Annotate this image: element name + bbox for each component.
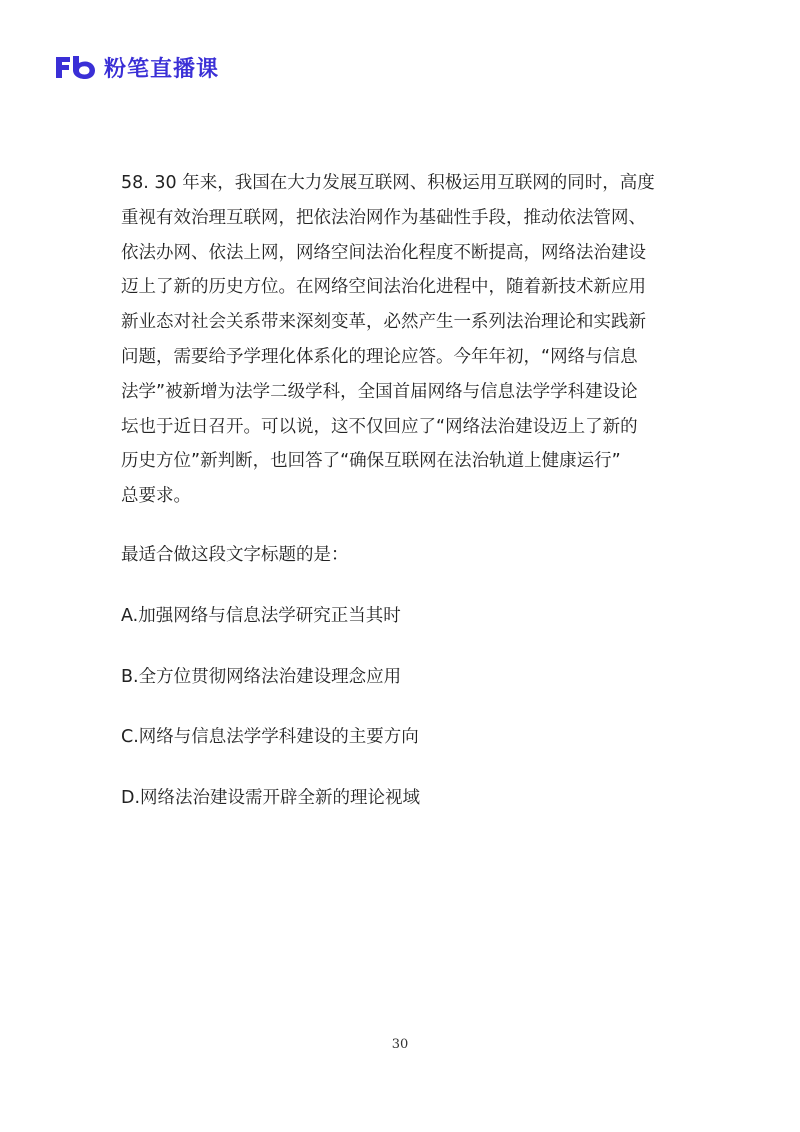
paragraph-line: 问题，需要给予学理化体系化的理论应答。今年年初，“网络与信息 (121, 346, 638, 367)
paragraph-line: 历史方位”新判断，也回答了“确保互联网在法治轨道上健康运行” (121, 451, 621, 472)
question-prompt: 最适合做这段文字标题的是： (121, 544, 349, 565)
paragraph-line: 迈上了新的历史方位。在网络空间法治化进程中，随着新技术新应用 (121, 277, 646, 298)
paragraph-line: 58. 30 年来，我国在大力发展互联网、积极运用互联网的同时，高度 (121, 173, 655, 193)
option-c: C.网络与信息法学学科建设的主要方向 (121, 727, 419, 748)
question-block (121, 166, 681, 816)
paragraph-line: 法学”被新增为法学二级学科，全国首届网络与信息法学学科建设论 (121, 381, 638, 402)
page-number: 30 (391, 1037, 409, 1052)
option-d: D.网络法治建设需开辟全新的理论视域 (121, 788, 421, 809)
brand-name: 粉笔直播课 (104, 56, 220, 82)
question-paragraph (121, 166, 681, 514)
header (54, 52, 219, 82)
paragraph-line: 总要求。 (121, 486, 191, 507)
paragraph-line: 重视有效治理互联网，把依法治网作为基础性手段，推动依法管网、 (121, 207, 646, 228)
paragraph-line: 坛也于近日召开。可以说，这不仅回应了“网络法治建设迈上了新的 (121, 416, 638, 437)
fenbi-logo-icon (54, 54, 98, 80)
option-a: A.加强网络与信息法学研究正当其时 (121, 605, 401, 626)
paragraph-line: 新业态对社会关系带来深刻变革，必然产生一系列法治理论和实践新 (121, 312, 646, 333)
paragraph-line: 依法办网、依法上网，网络空间法治化程度不断提高，网络法治建设 (121, 242, 646, 263)
option-b: B.全方位贯彻网络法治建设理念应用 (121, 666, 402, 687)
